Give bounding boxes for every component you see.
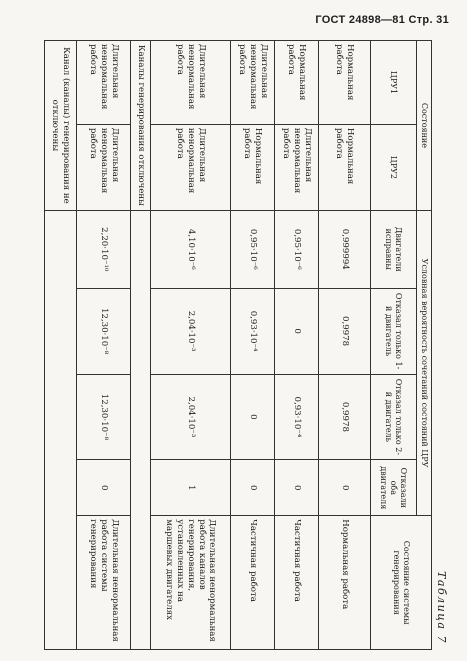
cell-result: Длительная ненормальная работа системы генерирования (77, 516, 131, 650)
cell-p-e1: 0 (275, 288, 319, 374)
cell-p-ok: 0,95·10⁻⁶ (231, 210, 275, 288)
table-row (131, 41, 151, 650)
header-only-engine2-fail: Отказал только 2-й двигатель (371, 374, 417, 460)
cell-cru1: Длительная ненормальная работа (77, 41, 131, 125)
header-only-engine1-fail: Отказал только 1-й двигатель (371, 288, 417, 374)
cell-cru2: Нормальная работа (319, 124, 371, 210)
cell-p-both: 0 (275, 460, 319, 516)
cell-footer-empty (45, 210, 77, 649)
header-cru1: ЦРУ1 (371, 41, 417, 125)
cell-span-label: Каналы генерирования отключены (131, 41, 151, 211)
table-row (319, 41, 371, 650)
cell-p-ok: 0,999994 (319, 210, 371, 288)
header-state: Состояние (417, 41, 432, 211)
table-row (151, 41, 231, 650)
cell-cru1: Длительная ненормальная работа (151, 41, 231, 125)
cell-cru1: Длительная ненормальная работа (231, 41, 275, 125)
cell-p-both: 1 (151, 460, 231, 516)
header-generation-system-state: Состояние системы генерирования (371, 516, 432, 650)
cell-cru2: Нормальная работа (231, 124, 275, 210)
cell-result: Частичная работа (275, 516, 319, 650)
cell-p-e2: 12,30·10⁻⁸ (77, 374, 131, 460)
cell-result: Частичная работа (231, 516, 275, 650)
cell-p-e1: 12,30·10⁻⁸ (77, 288, 131, 374)
header-conditional-probability: Условная вероятность сочетаний состояний ЦРУ (417, 210, 432, 515)
table-row (275, 41, 319, 650)
table-row (45, 41, 77, 650)
table-caption: Таблица 7 (435, 571, 448, 644)
cell-cru2: Длительная ненормальная работа (275, 124, 319, 210)
cell-cru1: Нормальная работа (275, 41, 319, 125)
cell-p-ok: 0,95·10⁻⁶ (275, 210, 319, 288)
cell-footer-label: Канал (каналы) генерирования не отключены (45, 41, 77, 211)
table-row (231, 41, 275, 650)
cell-result: Длительная ненормальная работа каналов генерирования, установленных на маршевых двигателях (151, 516, 231, 650)
page-number: Стр. 31 (408, 14, 449, 26)
rotated-table-container (40, 40, 450, 650)
page-header (315, 14, 449, 26)
header-both-engines-fail: Отказали оба двигателя (371, 460, 417, 516)
cell-p-both: 0 (231, 460, 275, 516)
header-cru2: ЦРУ2 (371, 124, 417, 210)
cell-p-e1: 0,9978 (319, 288, 371, 374)
cell-p-both: 0 (77, 460, 131, 516)
cell-cru2: Длительная ненормальная работа (77, 124, 131, 210)
cell-p-ok: 2,20·10⁻¹⁰ (77, 210, 131, 288)
cell-p-e2: 0,9978 (319, 374, 371, 460)
cell-p-e1: 0,93·10⁻⁴ (231, 288, 275, 374)
cell-p-e2: 0,93·10⁻⁴ (275, 374, 319, 460)
cell-cru2: Длительная ненормальная работа (151, 124, 231, 210)
cell-result: Нормальная работа (319, 516, 371, 650)
header-engines-ok: Двигатели исправны (371, 210, 417, 288)
cell-span-empty (131, 210, 151, 649)
cell-p-ok: 4,10·10⁻⁶ (151, 210, 231, 288)
cell-p-e2: 0 (231, 374, 275, 460)
cell-p-both: 0 (319, 460, 371, 516)
cell-p-e1: 2,04·10⁻³ (151, 288, 231, 374)
header-row-1 (417, 41, 432, 650)
standard-number: ГОСТ 24898—81 (315, 14, 406, 26)
cell-p-e2: 2,04·10⁻³ (151, 374, 231, 460)
table-row (77, 41, 131, 650)
state-probability-table (44, 40, 432, 650)
cell-cru1: Нормальная работа (319, 41, 371, 125)
